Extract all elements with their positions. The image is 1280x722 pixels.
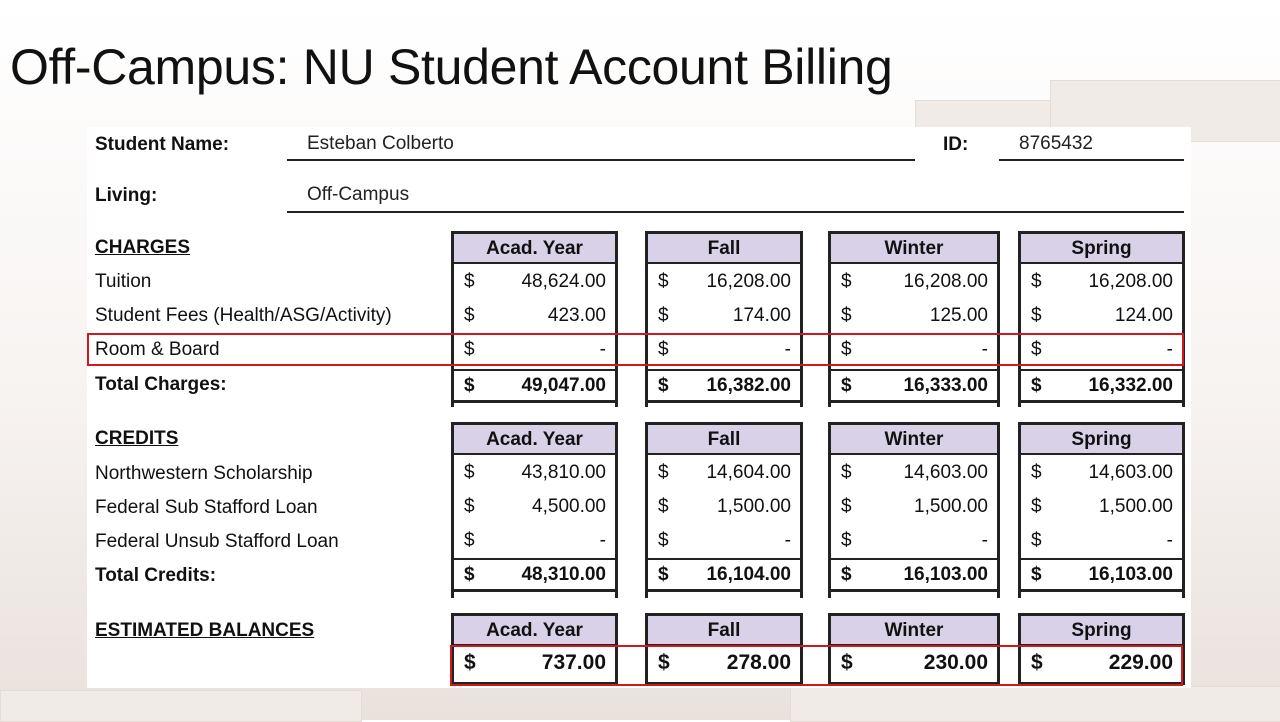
column-header: Spring [1021,613,1182,646]
cell-value: 124.00 [1114,305,1173,326]
column-header: Fall [648,231,800,264]
total-row [1021,369,1182,403]
currency-symbol: $ [658,375,669,396]
charges-table-spring [1018,231,1185,407]
living-value: Off-Campus [307,184,410,205]
cell-value: 48,624.00 [521,271,606,292]
currency-symbol: $ [1031,651,1043,674]
column-header: Winter [831,422,997,455]
total-row [831,558,997,592]
currency-symbol: $ [658,651,670,674]
table-row [831,456,997,490]
cell-value: 174.00 [732,305,791,326]
table-row [831,524,997,558]
table-row [648,490,800,524]
table-row [454,456,615,490]
currency-symbol: $ [841,564,852,585]
currency-symbol: $ [841,339,852,360]
currency-symbol: $ [464,271,475,292]
cell-value: 14,603.00 [1088,462,1173,483]
total-credits-label: Total Credits: [95,565,217,586]
currency-symbol: $ [658,564,669,585]
cell-value: 16,104.00 [706,564,791,585]
currency-symbol: $ [658,305,669,326]
credit-label-scholarship: Northwestern Scholarship [95,463,313,484]
table-row [1021,456,1182,490]
currency-symbol: $ [464,564,475,585]
cell-value: 16,103.00 [903,564,988,585]
total-row [1021,558,1182,592]
table-row [1021,524,1182,558]
billing-sheet [87,127,1191,688]
credits-table-fall [645,422,803,598]
cell-value: - [784,530,791,551]
table-row [648,265,800,299]
cell-value: 1,500.00 [1099,496,1173,517]
charges-heading: CHARGES [95,237,191,258]
id-value: 8765432 [1019,133,1093,154]
currency-symbol: $ [841,530,852,551]
currency-symbol: $ [1031,530,1042,551]
currency-symbol: $ [841,462,852,483]
cell-value: 48,310.00 [521,564,606,585]
table-row [831,490,997,524]
currency-symbol: $ [1031,375,1042,396]
column-header: Winter [831,613,997,646]
cell-value: - [981,530,988,551]
total-row [648,369,800,403]
currency-symbol: $ [841,496,852,517]
currency-symbol: $ [464,462,475,483]
cell-value: 4,500.00 [532,496,606,517]
cell-value: 49,047.00 [521,375,606,396]
id-label: ID: [943,134,969,155]
student-name-label: Student Name: [95,134,230,155]
credits-heading: CREDITS [95,428,179,449]
column-header: Fall [648,613,800,646]
cell-value: 1,500.00 [914,496,988,517]
currency-symbol: $ [658,496,669,517]
cell-value: 43,810.00 [521,462,606,483]
currency-symbol: $ [464,496,475,517]
credit-label-sub-stafford: Federal Sub Stafford Loan [95,497,318,518]
background-box [0,690,362,722]
cell-value: 1,500.00 [717,496,791,517]
credit-label-unsub-stafford: Federal Unsub Stafford Loan [95,531,339,552]
cell-value: 14,604.00 [706,462,791,483]
balances-heading: ESTIMATED BALANCES [95,620,315,641]
table-row [1021,490,1182,524]
cell-value: 16,382.00 [706,375,791,396]
table-row [648,456,800,490]
table-row [454,299,615,333]
living-label: Living: [95,185,158,206]
table-row [454,490,615,524]
currency-symbol: $ [841,651,853,674]
balance-value: 230.00 [923,651,988,674]
cell-value: - [599,339,606,360]
id-underline [999,159,1184,161]
balance-value: 229.00 [1108,651,1173,674]
cell-value: 16,332.00 [1088,375,1173,396]
total-row [454,369,615,403]
currency-symbol: $ [658,271,669,292]
column-header: Acad. Year [454,231,615,264]
living-underline [287,211,1184,213]
cell-value: 423.00 [547,305,606,326]
currency-symbol: $ [1031,339,1042,360]
cell-value: 125.00 [929,305,988,326]
room-board-highlight [87,333,1184,366]
table-row [648,524,800,558]
student-name-value: Esteban Colberto [307,133,454,154]
table-row [1021,299,1182,333]
column-header: Acad. Year [454,422,615,455]
currency-symbol: $ [464,651,476,674]
table-row [454,524,615,558]
charges-table-acad-year [451,231,618,407]
credits-table-acad-year [451,422,618,598]
cell-value: 16,333.00 [903,375,988,396]
table-row [454,265,615,299]
slide-title: Off-Campus: NU Student Account Billing [10,39,893,95]
cell-value: 16,208.00 [706,271,791,292]
cell-value: - [1166,339,1173,360]
cell-value: 16,103.00 [1088,564,1173,585]
currency-symbol: $ [464,530,475,551]
total-row [648,558,800,592]
table-row [648,299,800,333]
currency-symbol: $ [1031,305,1042,326]
currency-symbol: $ [658,530,669,551]
currency-symbol: $ [1031,271,1042,292]
currency-symbol: $ [841,305,852,326]
balances-highlight [450,645,1183,686]
cell-value: 16,208.00 [1088,271,1173,292]
column-header: Winter [831,231,997,264]
total-row [454,558,615,592]
currency-symbol: $ [1031,564,1042,585]
background-box [790,686,1280,722]
cell-value: 14,603.00 [903,462,988,483]
table-row [831,265,997,299]
credits-table-spring [1018,422,1185,598]
cell-value: - [784,339,791,360]
cell-value: - [1166,530,1173,551]
currency-symbol: $ [1031,462,1042,483]
currency-symbol: $ [658,339,669,360]
cell-value: 16,208.00 [903,271,988,292]
currency-symbol: $ [1031,496,1042,517]
currency-symbol: $ [841,375,852,396]
balance-value: 278.00 [726,651,791,674]
student-name-underline [287,159,915,161]
column-header: Acad. Year [454,613,615,646]
charge-label-room-board: Room & Board [95,339,220,360]
charge-label-student-fees: Student Fees (Health/ASG/Activity) [95,305,392,326]
table-row [1021,265,1182,299]
total-charges-label: Total Charges: [95,374,227,395]
total-row [831,369,997,403]
cell-value: - [599,530,606,551]
currency-symbol: $ [658,462,669,483]
balance-value: 737.00 [541,651,606,674]
charges-table-fall [645,231,803,407]
currency-symbol: $ [841,271,852,292]
table-row [831,299,997,333]
currency-symbol: $ [464,305,475,326]
charge-label-tuition: Tuition [95,271,152,292]
charges-table-winter [828,231,1000,407]
column-header: Spring [1021,422,1182,455]
credits-table-winter [828,422,1000,598]
currency-symbol: $ [464,339,475,360]
currency-symbol: $ [464,375,475,396]
column-header: Fall [648,422,800,455]
column-header: Spring [1021,231,1182,264]
cell-value: - [981,339,988,360]
